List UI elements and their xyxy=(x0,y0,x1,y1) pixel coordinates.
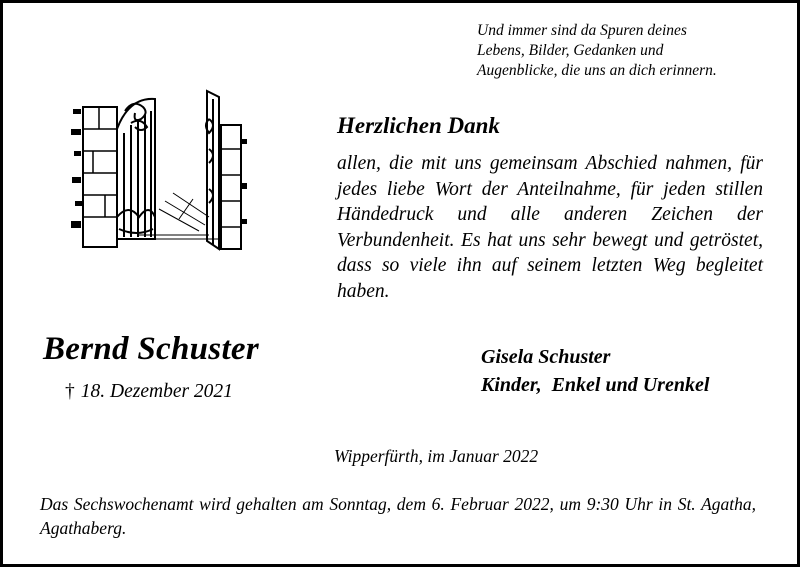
death-date: 18. Dezember 2021 xyxy=(80,381,233,402)
thanks-text: allen, die mit uns gemeinsam Abschied nahmen, für jedes liebe Wort der Anteilnahme, für jeden stillen Händedruck und alle anderen Zeichen der Verbundenheit. Es hat uns sehr bewegt und getröstet, dass so viele ihn auf seinem letzten Weg begleitet haben. xyxy=(337,153,763,302)
garden-gate-icon xyxy=(69,89,249,253)
motto-verse: Und immer sind da Spuren deines Lebens, Bilder, Gedanken und Augenblicke, die uns an dich erinnern. xyxy=(477,22,717,79)
mourner-family: Kinder, Enkel und Urenkel xyxy=(481,374,710,396)
mourners-block xyxy=(481,343,709,399)
cross-icon: † xyxy=(65,381,75,402)
mourner-spouse: Gisela Schuster xyxy=(481,346,611,368)
mass-notice: Das Sechswochenamt wird gehalten am Sonntag, dem 6. Februar 2022, um 9:30 Uhr in St. Agatha, Agathaberg. xyxy=(40,494,756,538)
deceased-name: Bernd Schuster xyxy=(43,331,260,367)
thanks-heading: Herzlichen Dank xyxy=(337,113,500,138)
place-date: Wipperfürth, im Januar 2022 xyxy=(334,446,539,466)
death-date-line xyxy=(65,381,233,403)
